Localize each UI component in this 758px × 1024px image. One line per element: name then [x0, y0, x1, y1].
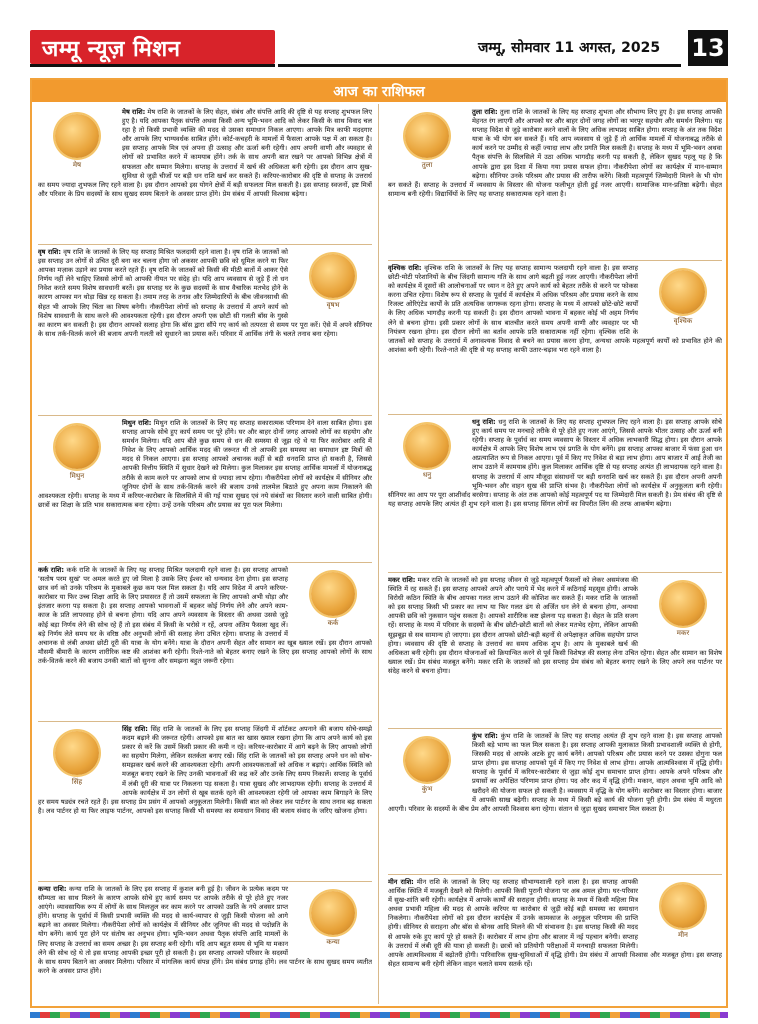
entry-divider — [388, 728, 722, 729]
taurus-icon — [311, 254, 355, 298]
libra-icon — [405, 114, 449, 158]
sign-text: कर्क राशि के जातकों के लिए यह सप्ताह मिश्रित फलदायी रहने वाला है। इस सप्ताह आपको 'सतोष परम सुखं' पर अमल करते हुए जो मिला है उसके लिए ईश्वर को धन्यवाद देना होगा। इस सप्ताह छात्र वर्ग को उनके परिश्रम के मुकाबले कुछ कम फल मिल सकता है। यदि आप विदेश में अपने करियर-कारोबार या फिर उच्च शिक्षा आदि के लिए प्रयासरत हैं तो उसमें सफलता के लिए आपको अभी थोड़ा और इंतजार करना पड़ सकता है। इस सप्ताह आपको भावनाओं में बहकर कोई निर्णय लेने और अपने काम-काज के प्रति लापरवाह होने से बचना होगा। यदि आप अपने व्यवसाय के विस्तार की अथवा उससे जुड़े कोई बड़ा निर्णय लेने की सोच रहे हैं तो इस संबंध में किसी के भरोसे न रहें, अपना अंतिम फैसला खुद लें। बड़े निर्णय लेते समय घर के वरिष्ठ और अनुभवी लोगों की सलाह लेना उचित रहेगा। सप्ताह के उत्तरार्ध में अचानक से लंबी अथवा छोटी दूरी की यात्रा के योग बनेंगे। यात्रा के दौरान अपनी सेहत और सामान का खूब ख्याल रखें। इस दौरान आपको मौसमी बीमारी के कारण शारीरिक कष्ट की आशंका बनी रहेगी। रिश्ते-नाते को बेहतर बनाए रखने के लिए इस सप्ताह आपको लोगों के साथ तर्क-वितर्क करने की बजाय उनकी बातों को सुनना और समझना बहुत जरूरी रहेगा। — [38, 566, 372, 665]
sign-label: कर्क — [327, 619, 339, 627]
virgo-icon — [311, 891, 355, 935]
sign-label: तुला — [421, 161, 433, 169]
mithun-sign-figure — [38, 419, 116, 481]
aries-icon — [55, 114, 99, 158]
decorative-footer-bar — [30, 1012, 728, 1018]
column-divider — [378, 104, 379, 1004]
section-header-bar — [32, 80, 726, 102]
sign-text: धनु राशि के जातकों के लिए यह सप्ताह शुभफल लिए रहने वाला है। इस सप्ताह आपके सोचे हुए कार्य समय पर मनचाहे तरीके से पूरे होते हुए नजर आएंगे, जिससे आपके भीतर उत्साह और ऊर्जा बनी रहेगी। सप्ताह के पूर्वार्ध का समय व्यवसाय के विस्तार में अधिक लाभकारी सिद्ध होगा। इस दौरान आपके कार्यक्षेत्र में आपके लिए विशेष लाभ एवं प्रगति के योग बनेंगे। इस सप्ताह आपका बाजार में फंसा हुआ धन अप्रत्याशित रूप से निकल आएगा। पूर्व में किए गए निवेश से बड़ा लाभ होगा। आप बाजार में आई तेजी का लाभ उठाने में कामयाब होंगे। कुल मिलाकर आर्थिक दृष्टि से यह सप्ताह अत्यंत ही लाभदायक रहने वाला है। सप्ताह के उत्तरार्ध में आप मौजूदा संसाधनों पर बड़ी धनराशि खर्च कर सकते हैं। इस दौरान अपनी अपनी भूमि-भवन और वाहन सुख की प्राप्ति संभव है। नौकरीपेशा लोगों को कार्यक्षेत्र में अनुकूलता बनी रहेगी। सीनियर का आप पर पूरा आशीर्वाद बरसेगा। सप्ताह के अंत तक आपको कोई महत्वपूर्ण पद या जिम्मेदारी मिल सकती है। प्रेम संबंध की दृष्टि से यह सप्ताह आपके लिए अत्यंत ही शुभ रहने वाला है। इस सप्ताह सिंगल लोगों का विपरीत लिंग की तरफ आकर्षण बढ़ेगा। — [388, 418, 722, 508]
sign-label: कुंभ — [421, 785, 433, 793]
vrishchik-sign-figure — [644, 264, 722, 326]
horoscope-entry-mithun — [38, 419, 372, 560]
entry-divider — [388, 874, 722, 875]
masthead — [30, 30, 275, 64]
horoscope-entry-kanya — [38, 885, 372, 1005]
sign-label: मिथुन — [69, 472, 85, 480]
kanya-sign-figure — [294, 885, 372, 947]
meen-sign-figure — [644, 878, 722, 940]
dateline: जम्मू, सोमवार 11 अगस्त, 2025 — [478, 40, 661, 56]
leo-icon — [55, 731, 99, 775]
entry-divider — [38, 562, 372, 563]
sign-name: मकर राशि: — [388, 576, 416, 584]
entry-divider — [38, 244, 372, 245]
horoscope-entry-dhanu — [388, 418, 722, 570]
pisces-icon — [661, 884, 705, 928]
entry-divider — [388, 572, 722, 573]
kumbh-sign-figure — [388, 732, 466, 794]
sign-name: सिंह राशि: — [122, 725, 148, 733]
page-number: 13 — [688, 30, 728, 66]
mesh-sign-figure — [38, 108, 116, 170]
entry-divider — [38, 881, 372, 882]
sign-text: मीन राशि के जातकों के लिए यह सप्ताह सौभाग्यशाली रहने वाला है। इस सप्ताह आपकी आर्थिक स्थिति में मजबूती देखने को मिलेगी। आपकी किसी पुरानी योजना पर अब अमल होगा। घर-परिवार में सुख-शांति बनी रहेगी। कार्यक्षेत्र में आपके कार्यों की सराहना होगी। सप्ताह के मध्य में किसी महिला मित्र अथवा प्रभावी महिला की मदद से आपके करियर या कारोबार से जुड़ी कोई बड़ी समस्या का समाधान निकलेगा। नौकरीपेशा लोगों को इस दौरान कार्यक्षेत्र में उनके कामकाज के अनुकूल परिणाम की प्राप्ति होगी। सीनियर से सराहना और बॉस से बोनस आदि मिलने की भी संभावना है। इस सप्ताह किसी की मदद से आपके रुके हुए कार्य पूरे हो सकते हैं। कारोबार में लाभ होगा और बाजार में नई पहचान बनेगी। सप्ताह के उत्तरार्ध में लंबी दूरी की यात्रा हो सकती है। छात्रों को प्रतियोगी परीक्षाओं में मनचाही सफलता मिलेगी। आपके आत्मविश्वास में बढ़ोतरी होगी। पारिवारिक सुख-सुविधाओं में वृद्धि होगी। प्रेम संबंध में आपसी विश्वास और मजबूत होगा। इस सप्ताह सेहत सामान्य बनी रहेगी लेकिन वाहन चलाते समय सतर्क रहें। — [388, 878, 722, 968]
dhanu-sign-figure — [388, 418, 466, 480]
cancer-icon — [311, 572, 355, 616]
singh-sign-figure — [38, 725, 116, 787]
header-rule — [278, 64, 681, 67]
sign-text: मिथुन राशि के जातकों के लिए यह सप्ताह सकारात्मक परिणाम देने वाला साबित होगा। इस सप्ताह आपके सोचे हुए कार्य समय पर पूरे होंगे। घर और बाहर दोनों जगह आपको लोगों का सहयोग और समर्थन मिलेगा। यदि आप बीते कुछ समय से धन की समस्या से जूझ रहे थे या फिर कारोबार आदि में निवेश के लिए आपको आर्थिक मदद की जरूरत थी तो आपकी इस समस्या का समाधान इष्ट मित्रों की मदद से निकल आएगा। इस सप्ताह आपको अचानक कहीं से बड़ी धनराशि प्राप्त हो सकती है, जिससे आपकी वित्तीय स्थिति में सुधार देखने को मिलेगा। कुल मिलाकर इस सप्ताह आर्थिक मामलों में योजनाबद्ध तरीके से काम करने पर आपको लाभ से ज्यादा लाभ रहेगा। नौकरीपेशा लोगों को कार्यक्षेत्र में सीनियर और जूनियर दोनों के साथ तर्क-वितर्क करने की बजाय उनसे तालमेल बिठाते हुए अपना काम निकालने की आवश्यकता रहेगी। सप्ताह के मध्य में करियर-कारोबार के सिलसिले में की गई यात्रा सुखद एवं नये संबंधों का विस्तार करने वाली साबित होगी। छात्रों का शिक्षा के प्रति भाव सकारात्मक बना रहेगा। उन्हें उनके परिश्रम और प्रयास का पूरा फल मिलेगा। — [38, 419, 372, 509]
sign-name: मीन राशि: — [388, 878, 414, 886]
sign-name: वृश्चिक राशि: — [388, 264, 422, 272]
sign-label: मकर — [676, 629, 690, 637]
entry-divider — [38, 415, 372, 416]
sign-text: मकर राशि के जातकों को इस सप्ताह जीवन से जुड़े महत्वपूर्ण फैसलों को लेकर असमंजस की स्थिति में रह सकते हैं। इस सप्ताह आपको अपने और पराये में भेद करने में कठिनाई महसूस होगी। आपके विरोधी कठिन स्थिति के बीच आपका गलत लाभ उठाने की कोशिश कर सकते हैं। मकर राशि के जातकों को इस सप्ताह किसी भी प्रकार का लाभ या फिर गलत ढंग से अर्जित धन लेने से बचना होगा, अन्यथा आपकी छवि को नुकसान पहुंच सकता है। आपको शारीरिक कष्ट झेलना पड़ सकता है। सेहत के प्रति सजग रहें। सप्ताह के मध्य में परिवार के सदस्यों के बीच छोटी-छोटी बातों को लेकर मतभेद रहेगा, लेकिन आपकी सूझबूझ से सब सामान्य हो जाएगा। इस दौरान आपको छोटी-बड़ी बहनों से अपेक्षाकृत अधिक सहयोग प्राप्त होगा। व्यवसाय की दृष्टि से सप्ताह के उत्तरार्ध का समय अधिक शुभ है। आप के मुकाबले खर्च की अधिकता बनी रहेगी। इस दौरान योजनाओं को क्रियान्वित करने से पूर्व किसी विशेषज्ञ की सलाह लेना उचित रहेगा। सेहत और सामान का विशेष ख्याल रखें। प्रेम संबंध मजबूत बनेंगे। मकर राशि के जातकों को इस सप्ताह प्रेम संबंध को बेहतर बनाए रखने के लिए अपने लव पार्टनर पर संदेह करने से बचना होगा। — [388, 576, 722, 675]
horoscope-entry-tula — [388, 108, 722, 258]
sign-text: वृश्चिक राशि के जातकों के लिए यह सप्ताह सामान्य फलदायी रहने वाला है। इस सप्ताह छोटी-मोटी परेशानियों के बीच जिंदगी सामान्य गति के साथ आगे बढ़ती हुई नजर आएगी। नौकरीपेशा लोगों को कार्यक्षेत्र में दूसरों की आलोचनाओं पर ध्यान न देते हुए अपने कार्य को बेहतर तरीके से करने पर फोकस करना उचित रहेगा। विशेष रूप से सप्ताह के पूर्वार्ध में कार्यक्षेत्र में अधिक परिश्रम और प्रयास करने के साथ रिजल्ट ओरिएंटेड कार्यों के प्रति अत्यधिक जागरूक रहना होगा। सप्ताह के मध्य में आपको छोटे-छोटे कार्यों के लिए अधिक भागदौड़ करनी पड़ सकती है। इस दौरान आपको भावना में बहकर कोई भी अहम निर्णय लेने से बचना होगा। इसी प्रकार लोगों के साथ बातचीत करते समय अपनी वाणी और व्यवहार पर भी नियंत्रण रखना होगा। इस दौरान लोगों का बर्ताव आपके प्रति सकारात्मक नहीं रहेगा। वृश्चिक राशि के जातकों को सप्ताह के उत्तरार्ध में अनावश्यक विवाद से बचने का प्रयास करना होगा, अन्यथा आपके महत्वपूर्ण कार्यों को प्रभावित होने की आशंका बनी रहेगी। रिश्ते-नाते की दृष्टि से यह सप्ताह काफी उतार-चढ़ाव भरा रहने वाला है। — [388, 264, 722, 354]
gemini-icon — [55, 425, 99, 469]
sign-name: मेष राशि: — [122, 108, 146, 116]
horoscope-entry-vrish — [38, 248, 372, 413]
vrish-sign-figure — [294, 248, 372, 310]
horoscope-entry-meen — [388, 878, 722, 1006]
sign-label: धनु — [422, 471, 432, 479]
masthead-logo: जम्मू न्यूज़ मिशन — [42, 37, 181, 62]
horoscope-entry-singh — [38, 725, 372, 879]
sign-name: कर्क राशि: — [38, 566, 65, 574]
masthead-underline — [30, 64, 275, 67]
horoscope-entry-kumbh — [388, 732, 722, 872]
sign-label: मीन — [678, 931, 688, 939]
capricorn-icon — [661, 582, 705, 626]
sign-text: कन्या राशि के जातकों के लिए इस सप्ताह में कुशल बनी हुई है। जीवन के प्रत्येक कदम पर सौम्यता का साथ मिलने के कारण आपके सोचे हुए कार्य समय पर आपके तरीके से पूरे होते हुए नजर आएंगे। व्यावसायिक रूप में लोगों के साथ मिलजुल कर काम करने पर आपको उन्नति के नये अवसर प्राप्त होंगे। सप्ताह के पूर्वार्ध में किसी प्रभावी व्यक्ति की मदद से कार्य-व्यापार से जुड़ी किसी योजना को आगे बढ़ाने का अवसर मिलेगा। नौकरीपेशा लोगों को कार्यक्षेत्र में सीनियर और जूनियर की मदद से पदोन्नति के योग बनेंगे। कार्य पूरा होने पर संतोष का अनुभव होगा। भूमि-भवन अथवा पैतृक संपत्ति आदि मामलों के लिए सप्ताह के उत्तरार्ध का समय अच्छा है। इस सप्ताह बनी रहेगी। यदि आप बहुत समय से भूमि या मकान लेने की सोच रहे थे तो इस सप्ताह आपकी इच्छा पूरी हो सकती है। इस सप्ताह आपको परिवार के सदस्यों के साथ समय बिताने का अवसर मिलेगा। परिवार में मांगलिक कार्य संपन्न होंगे। प्रेम संबंध प्रगाढ़ होंगे। लव पार्टनर के साथ सुखद समय व्यतीत करने के अवसर प्राप्त होंगे। — [38, 885, 372, 975]
sagittarius-icon — [405, 424, 449, 468]
horoscope-section — [30, 78, 728, 1008]
sign-text: मेष राशि के जातकों के लिए सेहत, संबंध और संपत्ति आदि की दृष्टि से यह सप्ताह शुभफल लिए हुए है। यदि आपका पैतृक संपत्ति अथवा किसी अन्य भूमि-भवन आदि को लेकर किसी के साथ विवाद चल रहा है तो किसी प्रभावी व्यक्ति की मदद से उसका समाधान निकल आएगा। आपके मित्र काफी मददगार और आपके लिए भाग्यवर्धक साबित होंगे। कोर्ट-कचहरी के मामलों में फैसला आपके पक्ष में आ सकता है। इस सप्ताह आपके मित्र एवं अपना ही उत्साह और ऊर्जा बनी रहेगी। आप अपनी वाणी और व्यवहार से लोगों को प्रभावित करने में कामयाब होंगे। तर्क के साथ अपनी बात रखने पर आपको विभिन्न क्षेत्रों में सफलता और सम्मान मिलेगा। सप्ताह के उत्तरार्ध में खर्च की अधिकता बनी रहेगी। इस दौरान आप सुख-सुविधा से जुड़ी चीजों पर बड़ी धन राशि खर्च कर सकते हैं। करियर-कारोबार की दृष्टि से सप्ताह के उत्तरार्ध का समय ज्यादा शुभफल लिए रहने वाला है। इस दौरान आपको इस योगने क्षेत्रों में बड़ी सफलता मिल सकती है। इस सप्ताह स्वजनों, इष्ट मित्रों और परिवार के प्रिय सदस्यों के साथ सुखद समय बिताने के अवसर प्राप्त होंगे। प्रेम संबंध में आपसी विश्वास बढ़ेगा। — [38, 108, 372, 198]
tula-sign-figure — [388, 108, 466, 170]
horoscope-entry-kark — [38, 566, 372, 719]
entry-divider — [388, 260, 722, 261]
sign-label: वृषभ — [326, 301, 340, 309]
sign-name: धनु राशि: — [472, 418, 496, 426]
sign-text: कुंभ राशि के जातकों के लिए यह सप्ताह अत्यंत ही शुभ रहने वाला है। इस सप्ताह आपको किसी बड़े भाग्य का फल मिल सकता है। इस सप्ताह आपकी मुलाकात किसी प्रभावशाली व्यक्ति से होगी, जिसकी मदद से आपके अटके हुए कार्य बनेंगे। आपको परिश्रम और प्रयास करने पर उसका दोगुना फल प्राप्त होगा। इस सप्ताह आपको पूर्व में किए गए निवेश से लाभ होगा। आपके आत्मविश्वास में वृद्धि होगी। सप्ताह के पूर्वार्ध में करियर-कारोबार से जुड़ा कोई शुभ समाचार प्राप्त होगा। आपके अपने परिश्रम और प्रयासों का अपेक्षित परिणाम प्राप्त होगा। पद और कद में वृद्धि होगी। मकान, वाहन अथवा भूमि आदि को खरीदने की योजना सफल हो सकती है। व्यवसाय में वृद्धि के योग बनेंगे। कारोबार का विस्तार होगा। बाजार में आपकी साख बढ़ेगी। सप्ताह के मध्य में किसी बड़े कार्य की योजना पूरी होगी। प्रेम संबंध में मधुरता आएगी। परिवार के सदस्यों के बीच प्रेम और आपसी विश्वास बना रहेगा। संतान से जुड़ा सुखद समाचार मिल सकता है। — [388, 732, 722, 813]
sign-label: मेष — [72, 161, 82, 169]
scorpio-icon — [661, 270, 705, 314]
sign-text: वृष राशि के जातकों के लिए यह सप्ताह मिश्रित फलदायी रहने वाला है। वृष राशि के जातकों को इस सप्ताह उन लोगों से उचित दूरी बना कर चलना होगा जो अकसर आपकी छवि को धूमिल करने या फिर आपका मज़ाक उड़ाने का प्रयास करते रहते हैं। वृष राशि के जातकों को किसी की मीठी बातों में आकर ऐसे निर्णय नहीं लेने चाहिए जिससे लोगों को आपकी नीयत पर संदेह हो। यदि आप व्यवसाय से जुड़े हैं तो धन निवेश करते समय विशेष सावधानी बरतें। इस सप्ताह घर के कुछ सदस्यों के साथ वैचारिक मतभेद होने के कारण आपका मन थोड़ा खिन्न रह सकता है। तमाम तरह के तनाव और जिम्मेदारियों के बीच जीवनसाथी की सेहत भी आपके लिए चिंता का विषय बनेगी। नौकरीपेशा लोगों को सप्ताह के उत्तरार्ध में अपने कार्य को विशेष सावधानी के साथ करने की आवश्यकता रहेगी। इस दौरान अपनी एक छोटी सी गलती बॉस के गुस्से का कारण बन सकती है। इस दौरान आपको सलाह होगा कि बॉस द्वारा सौंपे गए कार्य को तत्परता से समय पर पूरा करें। ऐसे में अपने सीनियर के साथ तर्क-वितर्क करने की बजाय अपनी गलती को सुधारने का प्रयास करें। परिवार में आर्थिक तंगी के चलते तनाव बना रहेगा। — [38, 248, 372, 338]
sign-label: कन्या — [326, 938, 340, 946]
entry-divider — [38, 721, 372, 722]
sign-text: सिंह राशि के जातकों के लिए इस सप्ताह जिंदगी में शॉर्टकट अपनाने की बजाय सोचे-समझे कदम बढ़ाने की जरूरत रहेगी। आपको इस बात का खास ख्याल रखना होगा कि आप अपने कार्य को इस प्रकार से करें कि उसमें किसी प्रकार की कमी न रहे। करियर-कारोबार में आगे बढ़ने के लिए आपको लोगों का सहयोग मिलेगा, लेकिन सतर्कता बनाए रखें। सिंह राशि के जातकों को इस सप्ताह अपने धन को सोच-समझकर खर्च करने की आवश्यकता रहेगी। अपनी आवश्यकताओं को अधिक न बढ़ाएं। आर्थिक स्थिति को मजबूत बनाए रखने के लिए उनकी भावनाओं की कद्र करें और उनके लिए समय निकालें। सप्ताह के पूर्वार्ध में लंबी दूरी की यात्रा पर निकलना पड़ सकता है। यात्रा सुखद और लाभदायक रहेगी। सप्ताह के उत्तरार्ध में आपके कार्यक्षेत्र में उन लोगों से खूब सतर्क रहने की आवश्यकता रहेगी जो आपका काम बिगाड़ने के लिए हर समय षड्यंत्र रचते रहते हैं। इस सप्ताह प्रेम प्रसंग में आपको अनुकूलता मिलेगी। किसी बात को लेकर लव पार्टनर के साथ तनाव बढ़ सकता है। लव पार्टनर हो या फिर लाइफ पार्टनर, आपको इस सप्ताह किसी भी समस्या का समाधान विवाद की बजाय संवाद के जरिए खोजना होगा। — [38, 725, 372, 815]
sign-name: कन्या राशि: — [38, 885, 67, 893]
sign-name: कुंभ राशि: — [472, 732, 498, 740]
entry-divider — [388, 414, 722, 415]
kark-sign-figure — [294, 566, 372, 628]
sign-label: सिंह — [71, 778, 83, 786]
sign-name: तुला राशि: — [472, 108, 498, 116]
makar-sign-figure — [644, 576, 722, 638]
sign-name: मिथुन राशि: — [122, 419, 152, 427]
sign-text: तुला राशि के जातकों के लिए यह सप्ताह शुभता और सौभाग्य लिए हुए है। इस सप्ताह आपकी मेहनत रंग लाएगी और आपको घर और बाहर दोनों जगह लोगों का भरपूर सहयोग और समर्थन मिलेगा। यह सप्ताह विदेश से जुड़े कारोबार करने वालों के लिए अधिक लाभप्रद साबित होगा। सप्ताह के अंत तक विदेश यात्रा के भी योग बन सकते हैं। यदि आप व्यवसाय से जुड़े हैं तो आर्थिक मामलों में योजनाबद्ध तरीके से कार्य करने पर उम्मीद से कहीं ज्यादा लाभ और प्रगति मिल सकती है। सप्ताह के मध्य में भूमि-भवन अथवा पैतृक संपत्ति के सिलसिले में उठा अधिक भागदौड़ करनी पड़ सकती है, लेकिन सुखद पहलू यह है कि आपके द्वारा इस दिशा में किया गया प्रयास सफल होगा। नौकरीपेशा लोगों का कार्यक्षेत्र में मान-सम्मान बढ़ेगा। सीनियर उनके परिश्रम और प्रयास की तारीफ करेंगे। किसी महत्वपूर्ण जिम्मेदारी मिलने के भी योग बन सकते हैं। सप्ताह के उत्तरार्ध में व्यवसाय के विस्तार की योजना फलीभूत होती हुई नजर आएगी। सामाजिक मान-प्रतिष्ठा बढ़ेगी। सेहत सामान्य बनी रहेगी। विद्यार्थियों के लिए यह सप्ताह सकारात्मक रहने वाला है। — [388, 108, 722, 198]
sign-label: वृश्चिक — [673, 317, 693, 325]
horoscope-entry-mesh — [38, 108, 372, 242]
sign-name: वृष राशि: — [38, 248, 62, 256]
horoscope-entry-makar — [388, 576, 722, 726]
horoscope-entry-vrishchik — [388, 264, 722, 412]
section-title: आज का राशिफल — [333, 84, 425, 100]
aquarius-icon — [405, 738, 449, 782]
